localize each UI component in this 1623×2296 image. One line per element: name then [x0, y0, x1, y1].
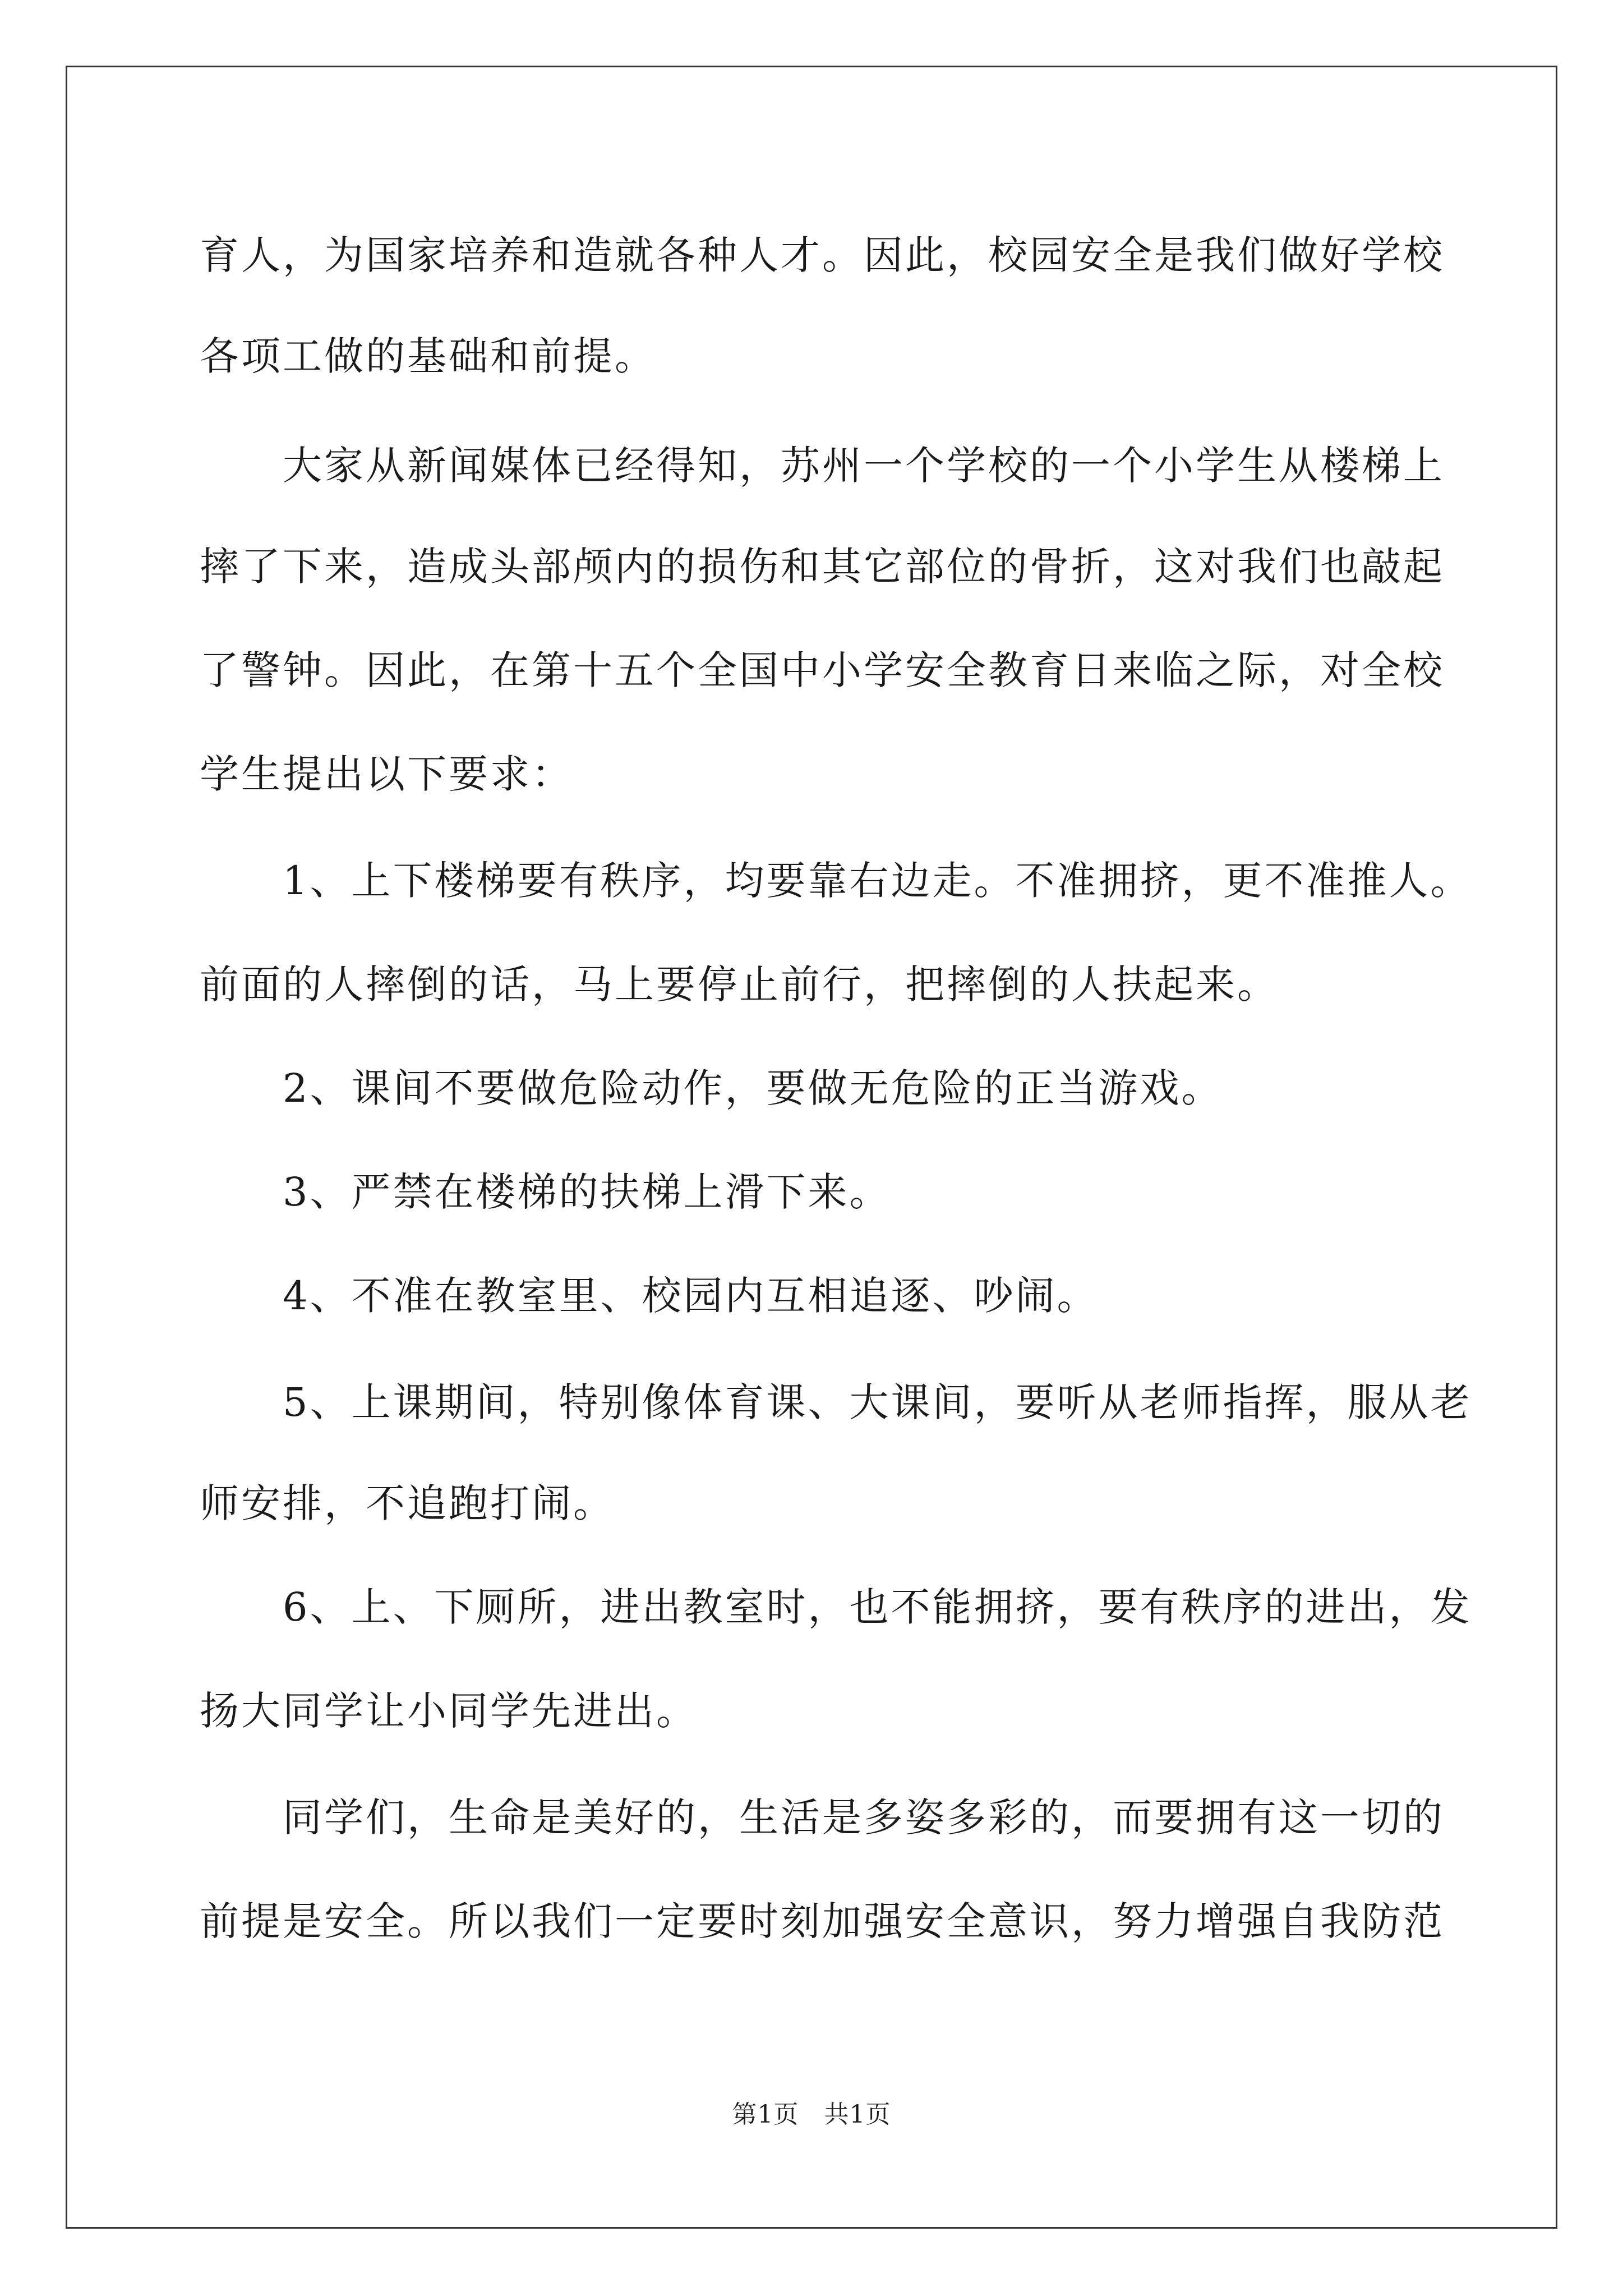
page-number: 第1页	[732, 2100, 799, 2129]
text-line-10: 3、严禁在楼梯的扶梯上滑下来。	[200, 1169, 891, 1215]
text-line-7: 1、上下楼梯要有秩序，均要靠右边走。不准拥挤，更不准推人。	[200, 858, 1472, 904]
text-line-8: 前面的人摔倒的话，马上要停止前行，把摔倒的人扶起来。	[200, 961, 1279, 1007]
text-line-9: 2、课间不要做危险动作，要做无危险的正当游戏。	[200, 1065, 1223, 1111]
text-line-6: 学生提出以下要求：	[200, 751, 573, 797]
text-line-12: 5、上课期间，特别像体育课、大课间，要听从老师指挥，服从老	[200, 1379, 1472, 1425]
text-line-17: 前提是安全。所以我们一定要时刻加强安全意识，努力增强自我防范	[200, 1898, 1445, 1944]
text-line-1: 育人，为国家培养和造就各种人才。因此，校园安全是我们做好学校	[200, 232, 1445, 278]
text-line-13: 师安排，不追跑打闹。	[200, 1480, 615, 1526]
text-line-16: 同学们，生命是美好的，生活是多姿多彩的，而要拥有这一切的	[200, 1795, 1445, 1841]
text-line-2: 各项工做的基础和前提。	[200, 333, 656, 379]
page-footer	[0, 2098, 1623, 2132]
text-line-14: 6、上、下厕所，进出教室时，也不能拥挤，要有秩序的进出，发	[200, 1584, 1472, 1630]
text-line-3: 大家从新闻媒体已经得知，苏州一个学校的一个小学生从楼梯上	[200, 443, 1445, 489]
page-total: 共1页	[824, 2100, 891, 2129]
text-line-15: 扬大同学让小同学先进出。	[200, 1688, 698, 1734]
text-line-5: 了警钟。因此，在第十五个全国中小学安全教育日来临之际，对全校	[200, 647, 1445, 693]
text-line-11: 4、不准在教室里、校园内互相追逐、吵闹。	[200, 1273, 1099, 1319]
text-line-4: 摔了下来，造成头部颅内的损伤和其它部位的骨折，这对我们也敲起	[200, 544, 1445, 590]
